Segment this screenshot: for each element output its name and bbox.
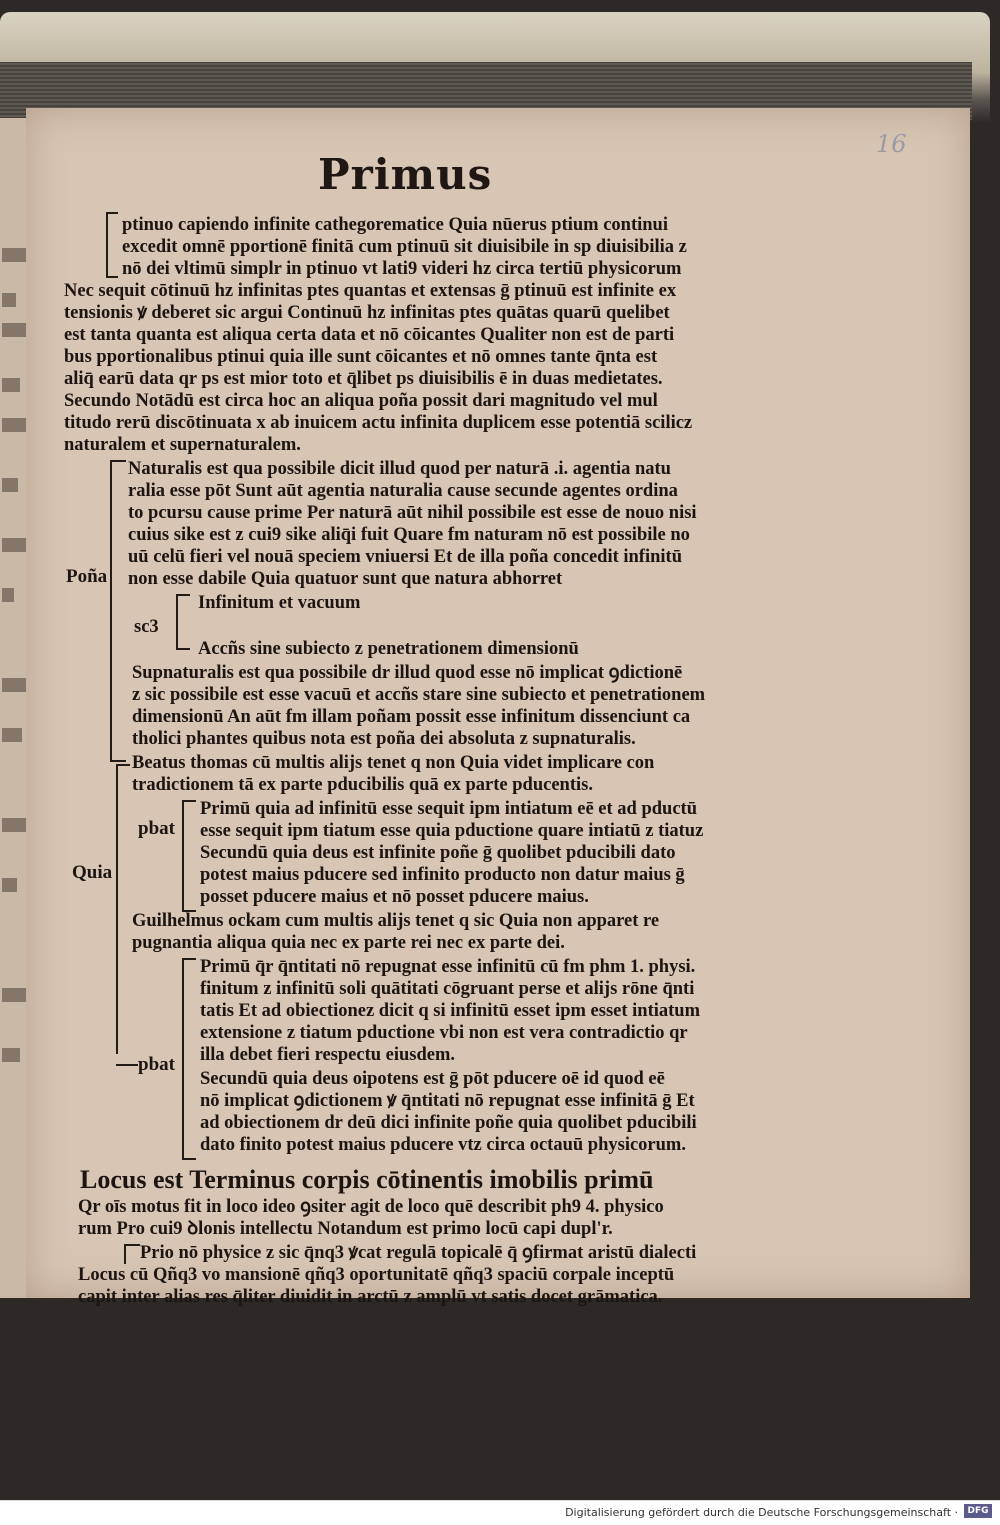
text-line: dato finito potest maius pducere vtz circa octauū physicorum. <box>200 1135 686 1155</box>
text-line: Secundū quia deus oipotens est ḡ pōt pducere oē id quod eē <box>200 1069 665 1089</box>
text-line: Accñs sine subiecto z penetrationem dimensionū <box>198 639 579 659</box>
text-line: nō dei vltimū simplr in ptinuo vt lati9 videri hz circa tertiū physicorum <box>122 259 682 279</box>
text-line: titudo rerū discōtinuata x ab inuicem actu infinita duplicem esse potentiā scilicz <box>64 413 693 433</box>
text-line: Beatus thomas cū multis alijs tenet q non Quia videt implicare con <box>132 753 655 773</box>
text-line: to pcursu cause prime Per naturā aūt nihil possibile est esse de nouo nisi <box>128 503 697 523</box>
text-line: illa debet fieri respectu eiusdem. <box>200 1045 456 1065</box>
text-line: Primū q̄r q̄ntitati nō repugnat esse infinitū cū fm phm 1. physi. <box>200 957 696 977</box>
text-line: ralia esse pōt Sunt aūt agentia naturalia cause secunde agentes ordina <box>128 481 678 501</box>
text-line: sc3 <box>134 617 159 637</box>
text-line: tradictionem tā ex parte pducibilis quā ex parte pducentis. <box>132 775 593 795</box>
text-line: finitum z infinitū soli quātitati cōgruant perse et alijs rōne q̄nti <box>200 979 695 999</box>
dfg-logo: DFG <box>964 1504 992 1518</box>
bracket-line <box>116 764 130 906</box>
section-line: Qr oīs motus fit in loco ideo ꝯsiter agit de loco quē describit ph9 4. physico <box>78 1197 664 1217</box>
text-line: Naturalis est qua possibile dicit illud quod per naturā .i. agentia natu <box>128 459 671 479</box>
bracket-line <box>182 958 196 1160</box>
text-line: Nec sequit cōtinuū hz infinitas ptes quantas et extensas ḡ ptinuū est infinite ex <box>64 281 677 301</box>
running-header: Primus <box>318 150 493 199</box>
margin-label-probat: pbat <box>138 818 175 839</box>
text-line: esse sequit ipm tiatum esse quia pductione quare intiatū z tiatuz <box>200 821 704 841</box>
bracket-line <box>124 1244 140 1264</box>
section-line: Prio nō physice z sic q̄nq3 ꝟcat regulā topicalē q̄ ꝯfirmat aristū dialecti <box>140 1243 697 1263</box>
section-line: rum Pro cui9 ꝺlonis intellectu Notandum est primo locū capi dupl'r. <box>78 1219 613 1239</box>
text-line: non esse dabile Quia quatuor sunt que natura abhorret <box>128 569 563 589</box>
text-line: bus pportionalibus ptinui quia ille sunt cōicantes et nō omnes tante q̄nta est <box>64 347 658 367</box>
text-line: excedit omnē pportionē finitā cum ptinuū sit diuisibile in sp diuisibilia z <box>122 237 687 257</box>
bracket-line <box>182 800 196 912</box>
text-line: potest maius pducere sed infinito producto non datur maius ḡ <box>200 865 685 885</box>
bracket-line <box>116 1054 138 1066</box>
text-line: Infinitum et vacuum <box>198 593 361 613</box>
bracket-line <box>110 460 126 582</box>
text-line: tholici phantes quibus nota est poña dei absoluta z supnaturalis. <box>132 729 636 749</box>
funding-credit: Digitalisierung gefördert durch die Deutsche Forschungsgemeinschaft · <box>565 1506 958 1519</box>
bracket-line <box>116 904 130 1054</box>
text-line: est tanta quanta est aliqua certa data et nō cōicantes Qualiter non est de parti <box>64 325 675 345</box>
text-line: tatis Et ad obiectionez dicit q si infinitū esset ipm esset intiatum <box>200 1001 701 1021</box>
margin-label-quia: Quia <box>72 862 113 883</box>
text-line: Secundū quia deus est infinite poñe ḡ quolibet pducibili dato <box>200 843 676 863</box>
text-line: posset pducere maius et nō posset pducere maius. <box>200 887 589 907</box>
text-line: z sic possibile est esse vacuū et accñs stare sine subiecto et penetrationem <box>132 685 706 705</box>
section-line: Locus cū Qñq3 vo mansionē qñq3 oportunitatē qñq3 spaciū corpale inceptū <box>78 1265 675 1285</box>
margin-label-potentia: Poña <box>66 566 108 587</box>
text-line: nō implicat ꝯdictionem ꝟ q̄ntitati nō repugnat esse infinitā ḡ Et <box>200 1091 695 1111</box>
bracket-line <box>110 580 126 762</box>
bracket-line <box>176 594 190 650</box>
text-line: Primū quia ad infinitū esse sequit ipm intiatum eē et ad pductū <box>200 799 697 819</box>
text-line: ad obiectionem dr deū dici infinite poñe quia quolibet pducibili <box>200 1113 697 1133</box>
text-line: extensione z tiatum pductione vbi non est vera contradictio qr <box>200 1023 688 1043</box>
bracket-line <box>106 212 118 278</box>
text-line: Guilhelmus ockam cum multis alijs tenet q sic Quia non apparet re <box>132 911 660 931</box>
section-heading: Locus est Terminus corpis cōtinentis imobilis primū <box>80 1165 654 1194</box>
margin-label-probat: pbat <box>138 1054 175 1075</box>
text-line: naturalem et supernaturalem. <box>64 435 301 455</box>
text-line: uū celū fieri vel nouā speciem vniuersi Et de illa poña concedit infinitū <box>128 547 682 567</box>
text-line: dimensionū An aūt fm illam poñam possit esse infinitum dissenciunt ca <box>132 707 691 727</box>
text-line: Secundo Notādū est circa hoc an aliqua poña possit dari magnitudo vel mul <box>64 391 658 411</box>
section-line: capit inter alias res q̄liter diuidit in arctū z amplū vt satis docet grāmatica. <box>78 1287 663 1307</box>
text-line: pugnantia aliqua quia nec ex parte rei nec ex parte dei. <box>132 933 565 953</box>
text-line: cuius sike est z cui9 sike aliq̄i fuit Quare fm naturam nō est possibile no <box>128 525 690 545</box>
folio-number: 16 <box>876 130 907 158</box>
text-line: ptinuo capiendo infinite cathegorematice Quia nūerus ptium continui <box>122 215 668 235</box>
text-line: aliq̄ earū data qr ps est mior toto et q̄libet ps diuisibilis ē in duas medietates. <box>64 369 663 389</box>
text-line: tensionis ꝟ deberet sic argui Continuū hz infinitas ptes quātas quarū quelibet <box>64 303 670 323</box>
text-line: Supnaturalis est qua possibile dr illud quod esse nō implicat ꝯdictionē <box>132 663 683 683</box>
